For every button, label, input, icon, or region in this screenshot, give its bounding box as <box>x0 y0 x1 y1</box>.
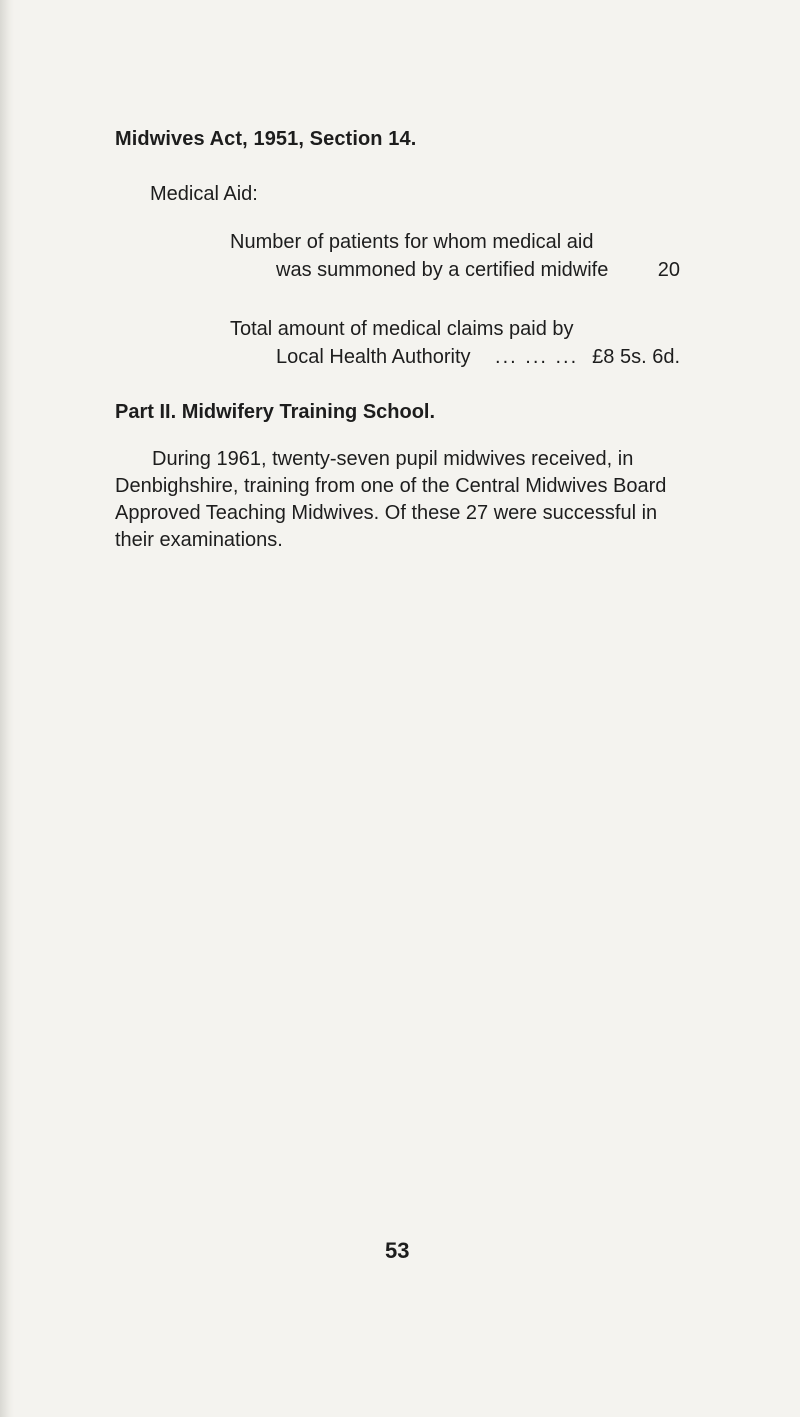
document-heading: Midwives Act, 1951, Section 14. <box>115 128 417 150</box>
medical-aid-subheading: Medical Aid: <box>150 183 258 205</box>
paragraph-text: their examinations. <box>115 529 283 551</box>
entry-text: Local Health Authority <box>276 346 471 368</box>
paragraph-text: Approved Teaching Midwives. Of these 27 were successful in <box>115 502 658 524</box>
entry-line <box>230 343 680 371</box>
page-number: 53 <box>385 1238 410 1263</box>
entry-text: Total amount of medical claims paid by <box>230 318 574 340</box>
entry-line <box>230 256 680 284</box>
entry-text: was summoned by a certified midwife <box>276 259 609 281</box>
entry-line <box>230 228 680 256</box>
paragraph-line <box>115 527 680 554</box>
paragraph-text: During 1961, twenty-seven pupil midwives received, in <box>152 448 634 470</box>
entry-value: £8 5s. 6d. <box>592 346 680 368</box>
paragraph-line <box>115 473 680 500</box>
paragraph-line <box>115 500 680 527</box>
patients-summoned-entry <box>230 228 680 284</box>
training-paragraph <box>115 446 680 554</box>
paragraph-line <box>115 446 680 473</box>
paragraph-text: Denbighshire, training from one of the Central Midwives Board <box>115 475 667 497</box>
entry-line <box>230 315 680 343</box>
leader-dots: ... ... ... <box>495 346 579 368</box>
entry-text: Number of patients for whom medical aid <box>230 231 594 253</box>
medical-claims-entry <box>230 315 680 371</box>
entry-value: 20 <box>657 259 680 281</box>
section-title: Part II. Midwifery Training School. <box>115 401 436 423</box>
